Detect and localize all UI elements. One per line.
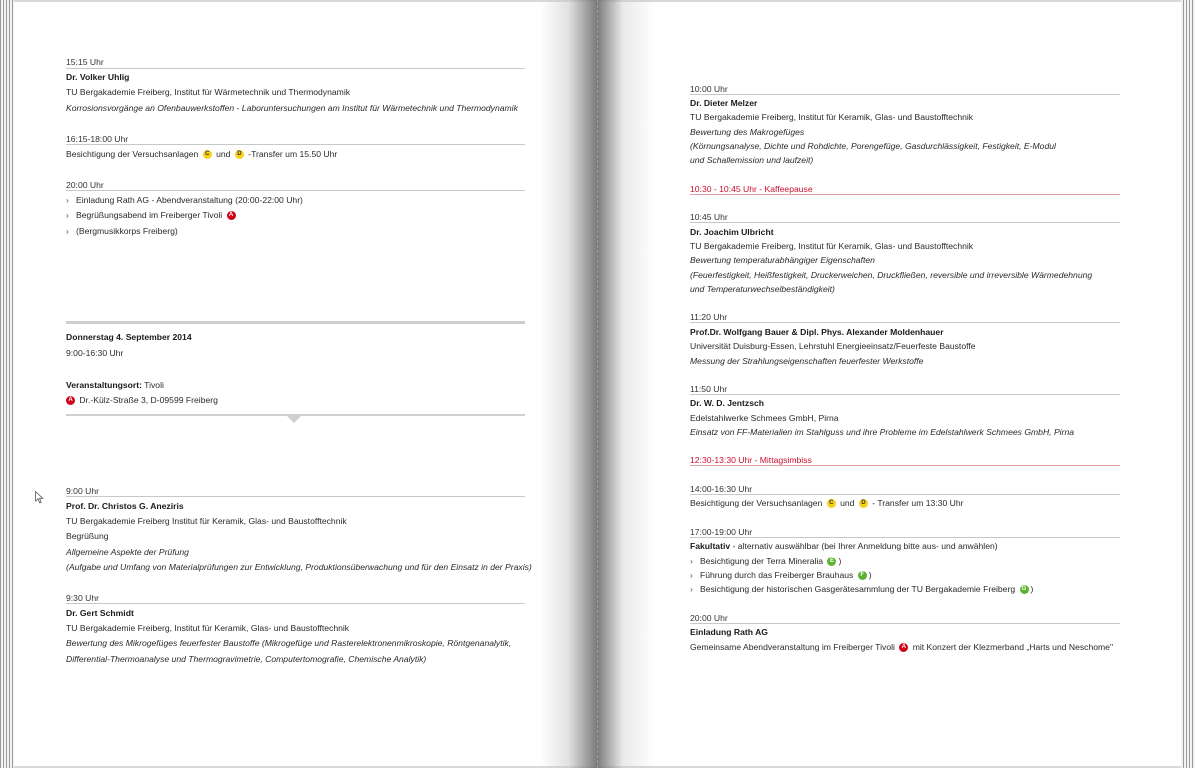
speaker-institute: TU Bergakademie Freiberg, Institut für Keramik, Glas- und Baustofftechnik — [66, 623, 350, 633]
talk-topic-detail: und Schallemission und laufzeit) — [690, 155, 814, 165]
location-e-icon: E — [827, 557, 836, 566]
session-time: 9:00 Uhr — [66, 486, 99, 496]
location-a-icon: A — [899, 643, 908, 652]
talk-topic-detail: (Körnungsanalyse, Dichte und Rohdichte, Porengefüge, Gasdurchlässigkeit, Festigkeit, E-Modul — [690, 141, 1056, 151]
location-a-icon: A — [66, 396, 75, 405]
optional-item-text: Besichtigung der Terra Mineralia — [700, 556, 824, 566]
venue-line — [66, 380, 164, 391]
talk-topic-detail: und Temperaturwechselbeständigkeit) — [690, 284, 835, 294]
talk-topic: Bewertung des Makrogefüges — [690, 127, 805, 137]
session-time: 11:20 Uhr — [690, 312, 728, 322]
location-g-icon: G — [1020, 585, 1029, 594]
speaker-institute: Edelstahlwerke Schmees GmbH, Pirna — [690, 413, 839, 423]
chevron-right-icon: › — [66, 195, 69, 205]
mouse-cursor-icon — [35, 491, 44, 504]
speaker-institute: Universität Duisburg-Essen, Lehrstuhl Energieeinsatz/Feuerfeste Baustoffe — [690, 341, 976, 351]
session-time: 15:15 Uhr — [66, 57, 104, 67]
transfer-text: - Transfer um 13:30 Uhr — [872, 498, 964, 508]
talk-topic: Bewertung des Mikrogefüges feuerfester Baustoffe (Mikrogefüge und Rasterelektronenmikroskopie, Röntgenanalytik, — [66, 638, 512, 648]
location-d-icon: D — [235, 150, 244, 159]
day-heading: Donnerstag 4. September 2014 — [66, 332, 192, 342]
and-text: und — [216, 149, 231, 159]
and-text: und — [840, 498, 855, 508]
event-description — [690, 642, 1113, 653]
event-description-text: Gemeinsame Abendveranstaltung im Freiberger Tivoli — [690, 642, 895, 652]
speaker-name: Dr. Joachim Ulbricht — [690, 227, 774, 237]
spine-fold-line — [597, 0, 598, 768]
talk-topic-detail: Differential-Thermoanalyse und Thermogravimetrie, Computertomografie, Chemische Analytik) — [66, 654, 427, 664]
talk-topic: Allgemeine Aspekte der Prüfung — [66, 547, 189, 557]
talk-topic-detail: (Aufgabe und Umfang von Materialprüfungen zur Entwicklung, Produktionsüberwachung und für den Einsatz in der Praxis) — [66, 562, 532, 572]
talk-line: Begrüßung — [66, 531, 109, 541]
divider — [690, 322, 1120, 323]
optional-item: › Besichtigung der historischen Gasgerätesammlung der TU Bergakademie Freiberg G ) — [690, 584, 1034, 594]
location-c-icon: C — [827, 499, 836, 508]
divider — [66, 68, 525, 69]
divider — [690, 494, 1120, 495]
optional-item: › Führung durch das Freiberger Brauhaus F ) — [690, 570, 872, 580]
site-visit-line — [690, 498, 963, 509]
evening-item — [66, 226, 178, 237]
evening-item — [66, 195, 303, 206]
chevron-right-icon: › — [690, 556, 693, 566]
transfer-text: -Transfer um 15.50 Uhr — [248, 149, 338, 159]
evening-item-text: (Bergmusikkorps Freiberg) — [76, 226, 178, 236]
divider — [690, 194, 1120, 195]
chevron-right-icon: › — [66, 226, 69, 236]
session-time: 16:15-18:00 Uhr — [66, 134, 129, 144]
section-divider — [66, 321, 525, 324]
evening-item — [66, 210, 238, 221]
talk-topic-detail: (Feuerfestigkeit, Heißfestigkeit, Druckerweichen, Druckfließen, reversible und irreversible Wärmedehnung — [690, 270, 1093, 280]
event-name: Einladung Rath AG — [690, 627, 768, 637]
optional-item-text: Besichtigung der historischen Gasgerätesammlung der TU Bergakademie Freiberg — [700, 584, 1016, 594]
location-c-icon: C — [203, 150, 212, 159]
venue-address: Dr.-Külz-Straße 3, D-09599 Freiberg — [79, 395, 218, 405]
location-f-icon: F — [858, 571, 867, 580]
talk-topic: Einsatz von FF-Materialien im Stahlguss und ihre Probleme im Edelstahlwerk Schmees GmbH, Pirna — [690, 427, 1075, 437]
divider — [66, 190, 525, 191]
talk-topic: Korrosionsvorgänge an Ofenbauwerkstoffen - Laboruntersuchungen am Institut für Wärmetechnik und Thermodynamik — [66, 103, 518, 113]
site-visit-line — [66, 149, 337, 160]
evening-item-text: Einladung Rath AG - Abendveranstaltung (20:00-22:00 Uhr) — [76, 195, 303, 205]
divider — [66, 496, 525, 497]
left-page-edges — [0, 0, 14, 768]
divider — [66, 603, 525, 604]
session-time: 17:00-19:00 Uhr — [690, 527, 753, 537]
evening-item-text: Begrüßungsabend im Freiberger Tivoli — [76, 210, 223, 220]
session-time: 20:00 Uhr — [66, 180, 104, 190]
divider — [690, 537, 1120, 538]
optional-line — [690, 541, 998, 552]
location-d-icon: D — [859, 499, 868, 508]
chevron-right-icon: › — [690, 584, 693, 594]
speaker-name: Dr. Dieter Melzer — [690, 98, 758, 108]
day-time: 9:00-16:30 Uhr — [66, 348, 124, 358]
divider — [690, 222, 1120, 223]
session-time: 20:00 Uhr — [690, 613, 728, 623]
optional-item-text: Führung durch das Freiberger Brauhaus — [700, 570, 854, 580]
break-time: 10:30 - 10:45 Uhr - Kaffeepause — [690, 184, 813, 194]
site-visit-text: Besichtigung der Versuchsanlagen — [690, 498, 823, 508]
optional-text: - alternativ auswählbar (bei Ihrer Anmeldung bitte aus- und anwählen) — [730, 541, 998, 551]
speaker-institute: TU Bergakademie Freiberg, Institut für Wärmetechnik und Thermodynamik — [66, 87, 351, 97]
divider — [690, 394, 1120, 395]
session-time: 9:30 Uhr — [66, 593, 99, 603]
session-time: 10:45 Uhr — [690, 212, 728, 222]
event-concert-text: mit Konzert der Klezmerband „Harts und Neschome" — [912, 642, 1114, 652]
session-time: 14:00-16:30 Uhr — [690, 484, 753, 494]
speaker-institute: TU Bergakademie Freiberg Institut für Keramik, Glas- und Baustofftechnik — [66, 516, 347, 526]
right-page-edges — [1181, 0, 1195, 768]
divider — [690, 94, 1120, 95]
session-time: 11:50 Uhr — [690, 384, 728, 394]
session-time: 10:00 Uhr — [690, 84, 728, 94]
optional-label: Fakultativ — [690, 541, 731, 551]
divider — [690, 623, 1120, 624]
location-a-icon: A — [227, 211, 236, 220]
speaker-name: Prof.Dr. Wolfgang Bauer & Dipl. Phys. Alexander Moldenhauer — [690, 327, 944, 337]
optional-item: › Besichtigung der Terra Mineralia E ) — [690, 556, 842, 566]
speaker-name: Dr. Gert Schmidt — [66, 608, 134, 618]
speaker-institute: TU Bergakademie Freiberg, Institut für Keramik, Glas- und Baustofftechnik — [690, 112, 974, 122]
site-visit-text: Besichtigung der Versuchsanlagen — [66, 149, 199, 159]
talk-topic: Bewertung temperaturabhängiger Eigenschaften — [690, 255, 875, 265]
speaker-institute: TU Bergakademie Freiberg, Institut für Keramik, Glas- und Baustofftechnik — [690, 241, 974, 251]
speaker-name: Dr. Volker Uhlig — [66, 72, 130, 82]
venue-name: Tivoli — [144, 380, 164, 390]
speaker-name: Dr. W. D. Jentzsch — [690, 398, 765, 408]
chevron-right-icon: › — [66, 210, 69, 220]
venue-address-line — [66, 395, 218, 406]
divider-notch — [287, 416, 301, 423]
break-time: 12:30-13:30 Uhr - Mittagsimbiss — [690, 455, 812, 465]
venue-label: Veranstaltungsort: — [66, 380, 142, 390]
divider — [66, 144, 525, 145]
chevron-right-icon: › — [690, 570, 693, 580]
divider — [690, 465, 1120, 466]
talk-topic: Messung der Strahlungseigenschaften feuerfester Werkstoffe — [690, 356, 924, 366]
speaker-name: Prof. Dr. Christos G. Aneziris — [66, 501, 184, 511]
